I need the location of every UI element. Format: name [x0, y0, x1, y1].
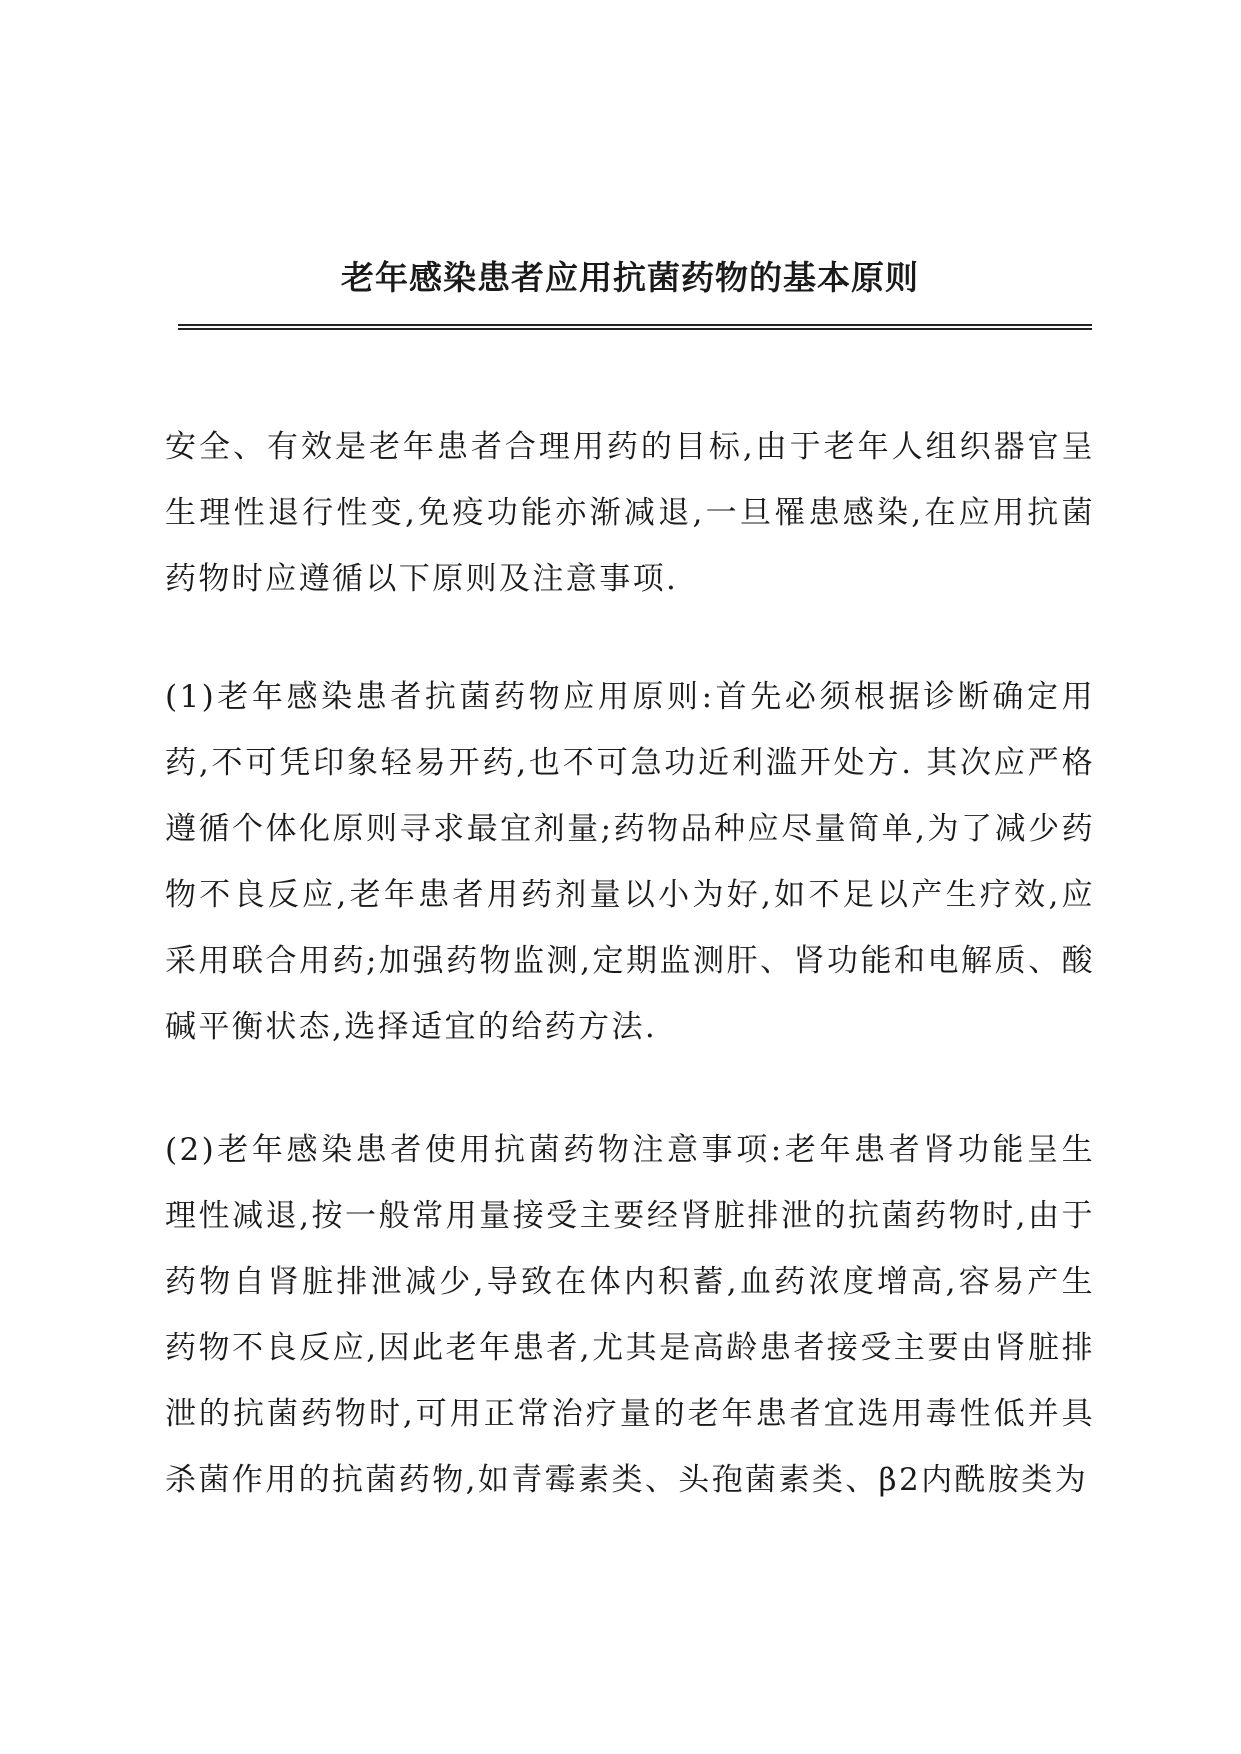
document-title: 老年感染患者应用抗菌药物的基本原则: [341, 258, 919, 297]
paragraph-intro: 安全、有效是老年患者合理用药的目标,由于老年人组织器官呈生理性退行性变,免疫功能亦渐减退,一旦罹患感染,在应用抗菌药物时应遵循以下原则及注意事项.: [165, 429, 1095, 597]
paragraph-principles: (1)老年感染患者抗菌药物应用原则:首先必须根据诊断确定用药,不可凭印象轻易开药,也不可急功近利滥开处方. 其次应严格遵循个体化原则寻求最宜剂量;药物品种应尽量简单,为了减少药物不良反应,老年患者用药剂量以小为好,如不足以产生疗效,应采用联合用药;加强药物监测,定期监测肝、肾功能和电解质、酸碱平衡状态,选择适宜的给药方法.: [165, 679, 1095, 1045]
paragraph-precautions: (2)老年感染患者使用抗菌药物注意事项:老年患者肾功能呈生理性减退,按一般常用量接受主要经肾脏排泄的抗菌药物时,由于药物自肾脏排泄减少,导致在体内积蓄,血药浓度增高,容易产生药物不良反应,因此老年患者,尤其是高龄患者接受主要由肾脏排泄的抗菌药物时,可用正常治疗量的老年患者宜选用毒性低并具杀菌作用的抗菌药物,如青霉素类、头孢菌素类、β2内酰胺类为: [165, 1132, 1095, 1498]
title-double-rule: [178, 324, 1092, 330]
